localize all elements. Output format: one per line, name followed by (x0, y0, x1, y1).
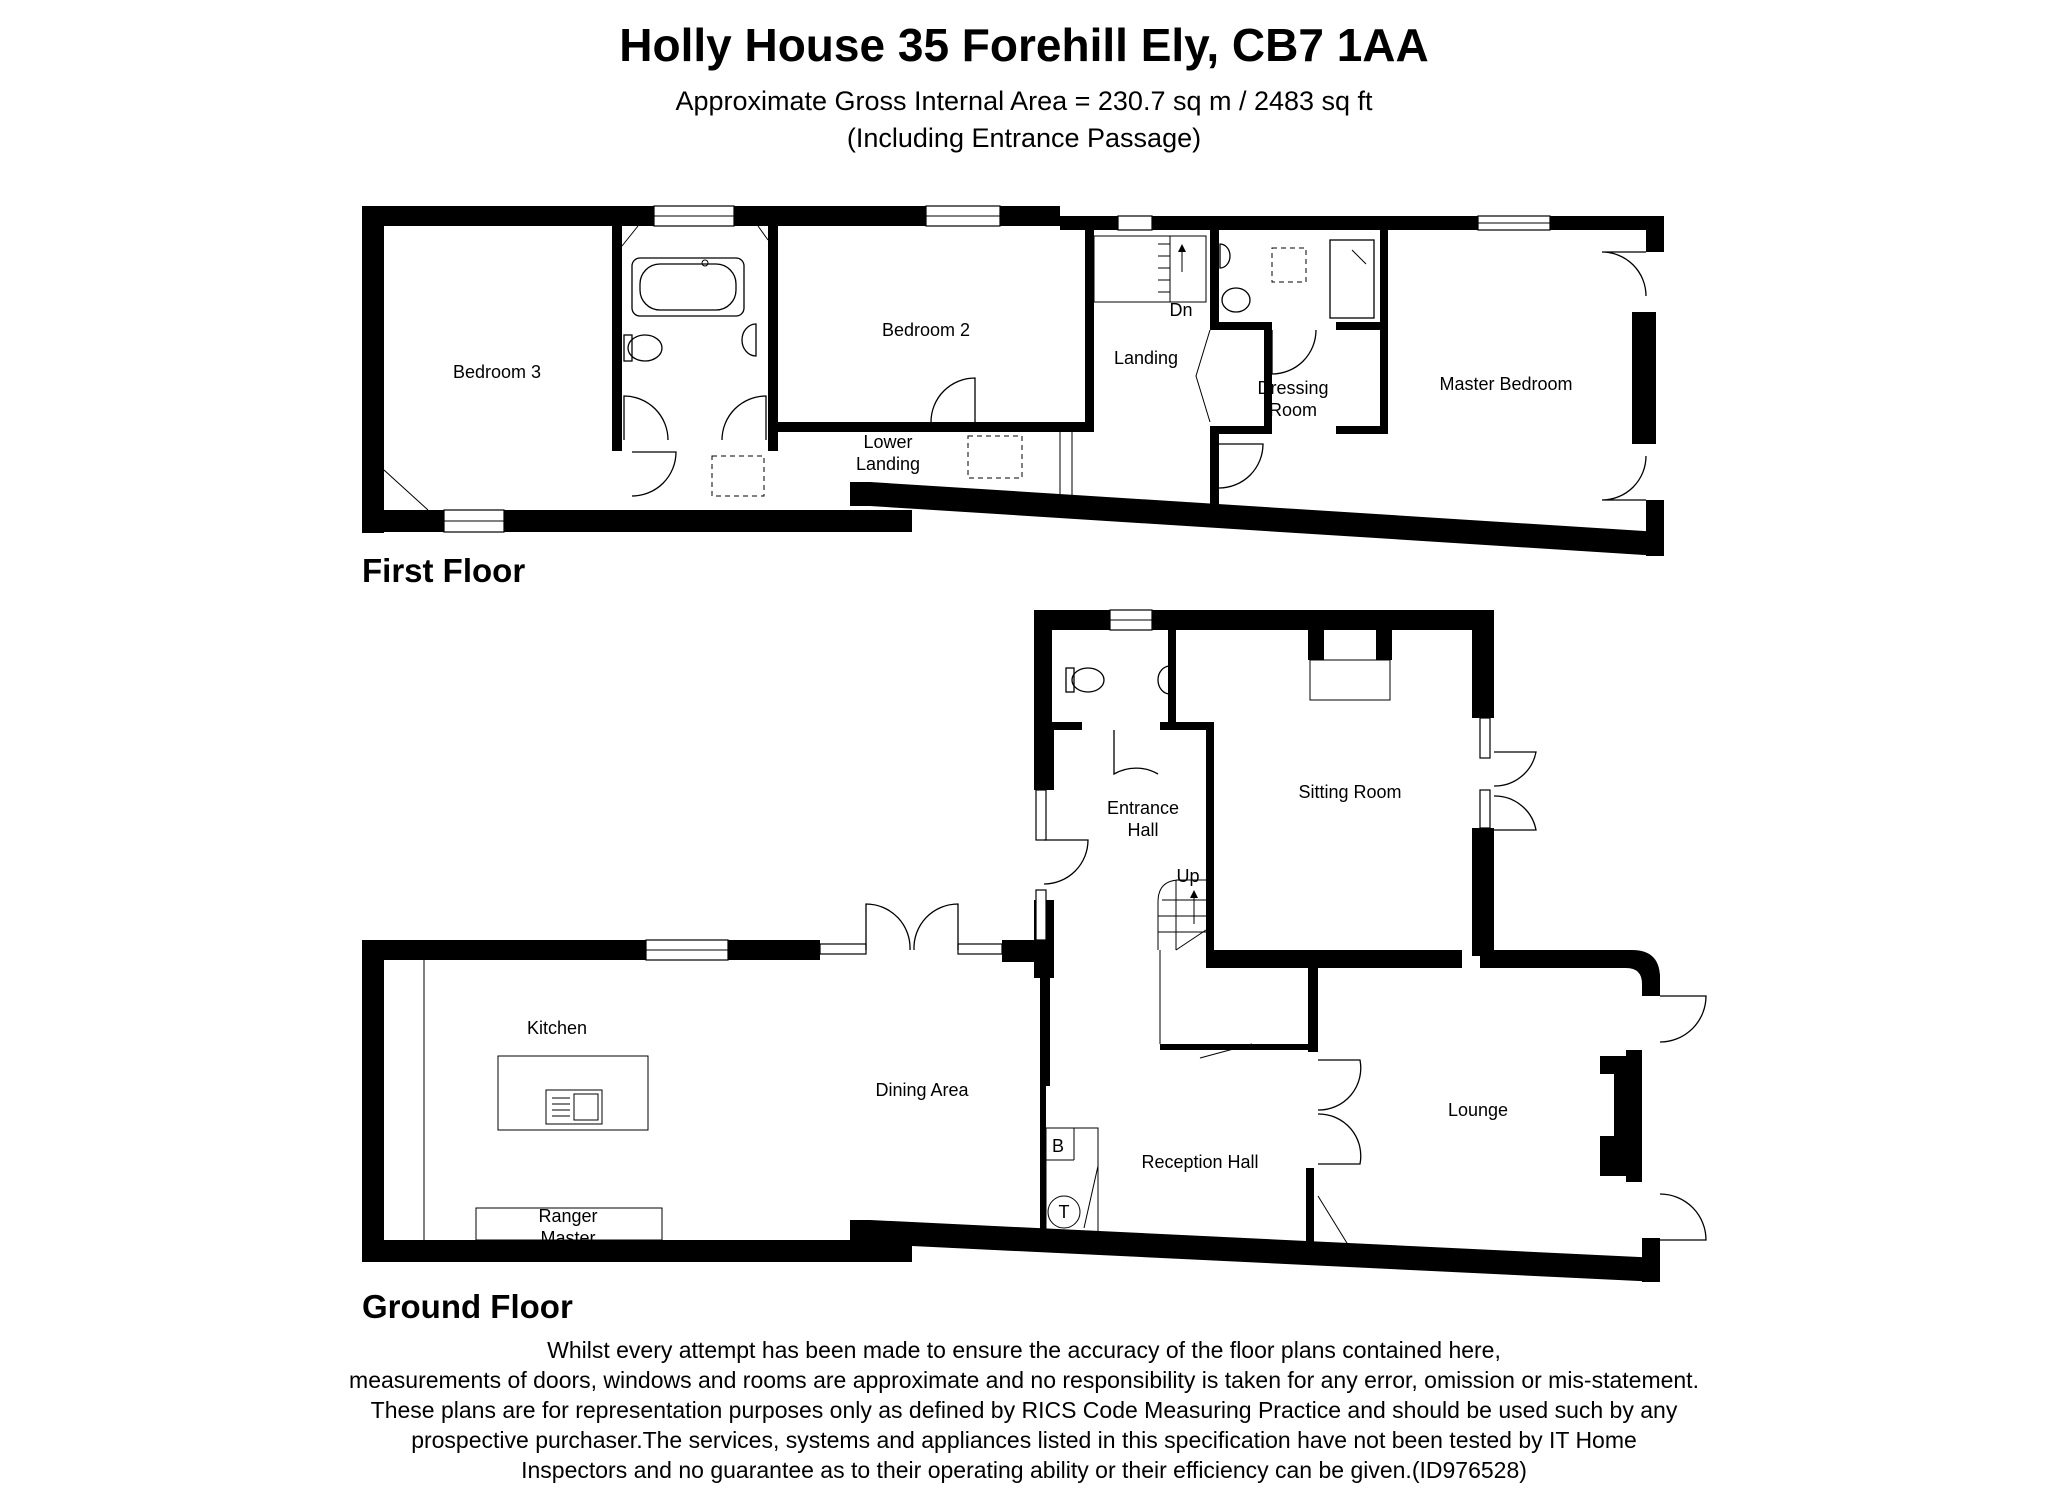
stairs (1158, 880, 1206, 950)
gf-wall (1040, 1086, 1046, 1232)
toilet-icon (1072, 668, 1104, 692)
door-swing (1602, 252, 1646, 296)
ff-wall (1336, 426, 1386, 434)
room-landing: Landing (1113, 348, 1179, 368)
ff-wall (1336, 322, 1386, 330)
ff-wall (1210, 226, 1219, 322)
door-swing (1318, 1060, 1361, 1110)
ff-wall (768, 226, 778, 451)
door-swing (914, 904, 958, 950)
ff-wall (1085, 226, 1094, 432)
area-note: (Including Entrance Passage) (846, 123, 1202, 153)
door-swing (1602, 456, 1646, 500)
disclaimer-line: Inspectors and no guarantee as to their operating ability or their efficiency can be given.(ID976528) (521, 1457, 1527, 1483)
gf-wall (1308, 968, 1318, 1052)
first-floor-plan (362, 206, 1664, 556)
room-kitchen: Kitchen (526, 1018, 588, 1038)
gf-chimney (1600, 1050, 1642, 1182)
door-swing (624, 396, 668, 440)
gf-wall (1168, 620, 1176, 730)
gf-window (1480, 718, 1490, 758)
ff-wall (1210, 426, 1265, 434)
stairs-up-label: Up (1176, 866, 1200, 886)
toilet-icon (628, 335, 662, 361)
ff-wall (612, 226, 622, 451)
room-lower-landing-1: Lower (863, 432, 913, 452)
door-swing (1196, 330, 1210, 422)
disclaimer-line: prospective purchaser.The services, systems and appliances listed in this specification have not been tested by IT Home (411, 1427, 1637, 1453)
door-swing (1114, 730, 1158, 774)
ff-wall (1646, 500, 1664, 556)
ground-floor-plan (362, 610, 1706, 1282)
tank-label: T (1058, 1202, 1070, 1222)
door-swing (1494, 752, 1536, 786)
gf-wall (1052, 722, 1082, 730)
room-lounge: Lounge (1447, 1100, 1509, 1120)
ff-wall (1210, 322, 1264, 330)
room-entrance-hall-1: Entrance (1106, 798, 1180, 818)
gf-fireplace (1308, 630, 1324, 660)
basin-icon (742, 324, 756, 356)
gf-wall (362, 940, 384, 1262)
gf-window (1036, 790, 1046, 840)
ff-wall (1380, 226, 1388, 434)
door-swing (1660, 1194, 1706, 1240)
gf-wall (362, 1240, 912, 1262)
basin-icon (1220, 244, 1230, 268)
room-entrance-hall-2: Hall (1127, 820, 1159, 840)
room-bedroom-2: Bedroom 2 (881, 320, 971, 340)
door-swing (866, 904, 910, 950)
gf-wall (1206, 950, 1462, 968)
range-master-2: Master (540, 1228, 596, 1248)
ground-floor-label: Ground Floor (362, 1288, 573, 1325)
ff-wall (362, 206, 384, 533)
room-dressing-1: Dressing (1257, 378, 1329, 398)
gf-wall (1034, 610, 1494, 630)
gf-wall (1642, 974, 1660, 996)
ff-chimney (1632, 312, 1656, 444)
door-swing (1272, 330, 1316, 374)
shower-icon (1330, 240, 1374, 318)
door-swing (1044, 840, 1088, 884)
gf-window (820, 944, 866, 954)
door-swing (722, 396, 766, 440)
gf-wall (362, 940, 820, 960)
ff-window (1118, 216, 1152, 230)
gross-area: Approximate Gross Internal Area = 230.7 sq m / 2483 sq ft (675, 86, 1373, 116)
disclaimer (0, 1335, 2048, 1485)
ff-wall (1646, 216, 1664, 252)
door-swing (1084, 1166, 1098, 1228)
door-swing (1660, 996, 1706, 1042)
gf-wall (1480, 950, 1660, 984)
plan-title: Holly House 35 Forehill Ely, CB7 1AA (619, 19, 1429, 71)
door-swing (1494, 796, 1536, 830)
room-master-bedroom: Master Bedroom (1439, 374, 1573, 394)
door-swing (1318, 1114, 1361, 1164)
gf-wall (1034, 730, 1054, 790)
disclaimer-line: These plans are for representation purposes only as defined by RICS Code Measuring Practice and should be used such by any (370, 1397, 1678, 1423)
disclaimer-line: measurements of doors, windows and rooms are approximate and no responsibility is taken for any error, omission or mis-statement. (349, 1367, 1699, 1393)
door-swing (1219, 444, 1263, 488)
kitchen-island (498, 1056, 648, 1130)
gf-wall (1206, 722, 1214, 954)
gf-wall (1472, 828, 1494, 956)
stairs (1094, 236, 1206, 302)
gf-window (1480, 790, 1490, 828)
range-master-1: Ranger (538, 1206, 598, 1226)
door-swing (931, 378, 975, 422)
hearth (1310, 660, 1390, 700)
door-swing (632, 452, 676, 496)
gf-wall (850, 1220, 1660, 1282)
loft-hatch (712, 456, 764, 496)
room-reception-hall: Reception Hall (1141, 1152, 1259, 1172)
boiler-label: B (1051, 1136, 1065, 1156)
loft-hatch (968, 436, 1022, 478)
room-dressing-2: Room (1268, 400, 1318, 420)
gf-wall (1306, 1168, 1314, 1248)
room-bedroom-3: Bedroom 3 (452, 362, 542, 382)
room-lower-landing-2: Landing (855, 454, 921, 474)
toilet-icon (1222, 288, 1250, 312)
room-dining-area: Dining Area (875, 1080, 969, 1100)
first-floor-label: First Floor (362, 552, 526, 589)
stairs-dn-label: Dn (1169, 300, 1193, 320)
gf-window (958, 944, 1002, 954)
gf-fireplace (1376, 630, 1392, 660)
gf-wall (1642, 1238, 1660, 1282)
ff-wall (768, 422, 1093, 432)
room-sitting-room: Sitting Room (1298, 782, 1402, 802)
gf-window (1036, 890, 1046, 940)
disclaimer-line: Whilst every attempt has been made to ensure the accuracy of the floor plans contained here, (547, 1337, 1501, 1363)
gf-wall (1040, 950, 1050, 1086)
ff-wall (1210, 426, 1219, 506)
gf-wall (1472, 610, 1494, 718)
ff-wall (850, 482, 1660, 556)
gf-wall (1034, 610, 1052, 730)
